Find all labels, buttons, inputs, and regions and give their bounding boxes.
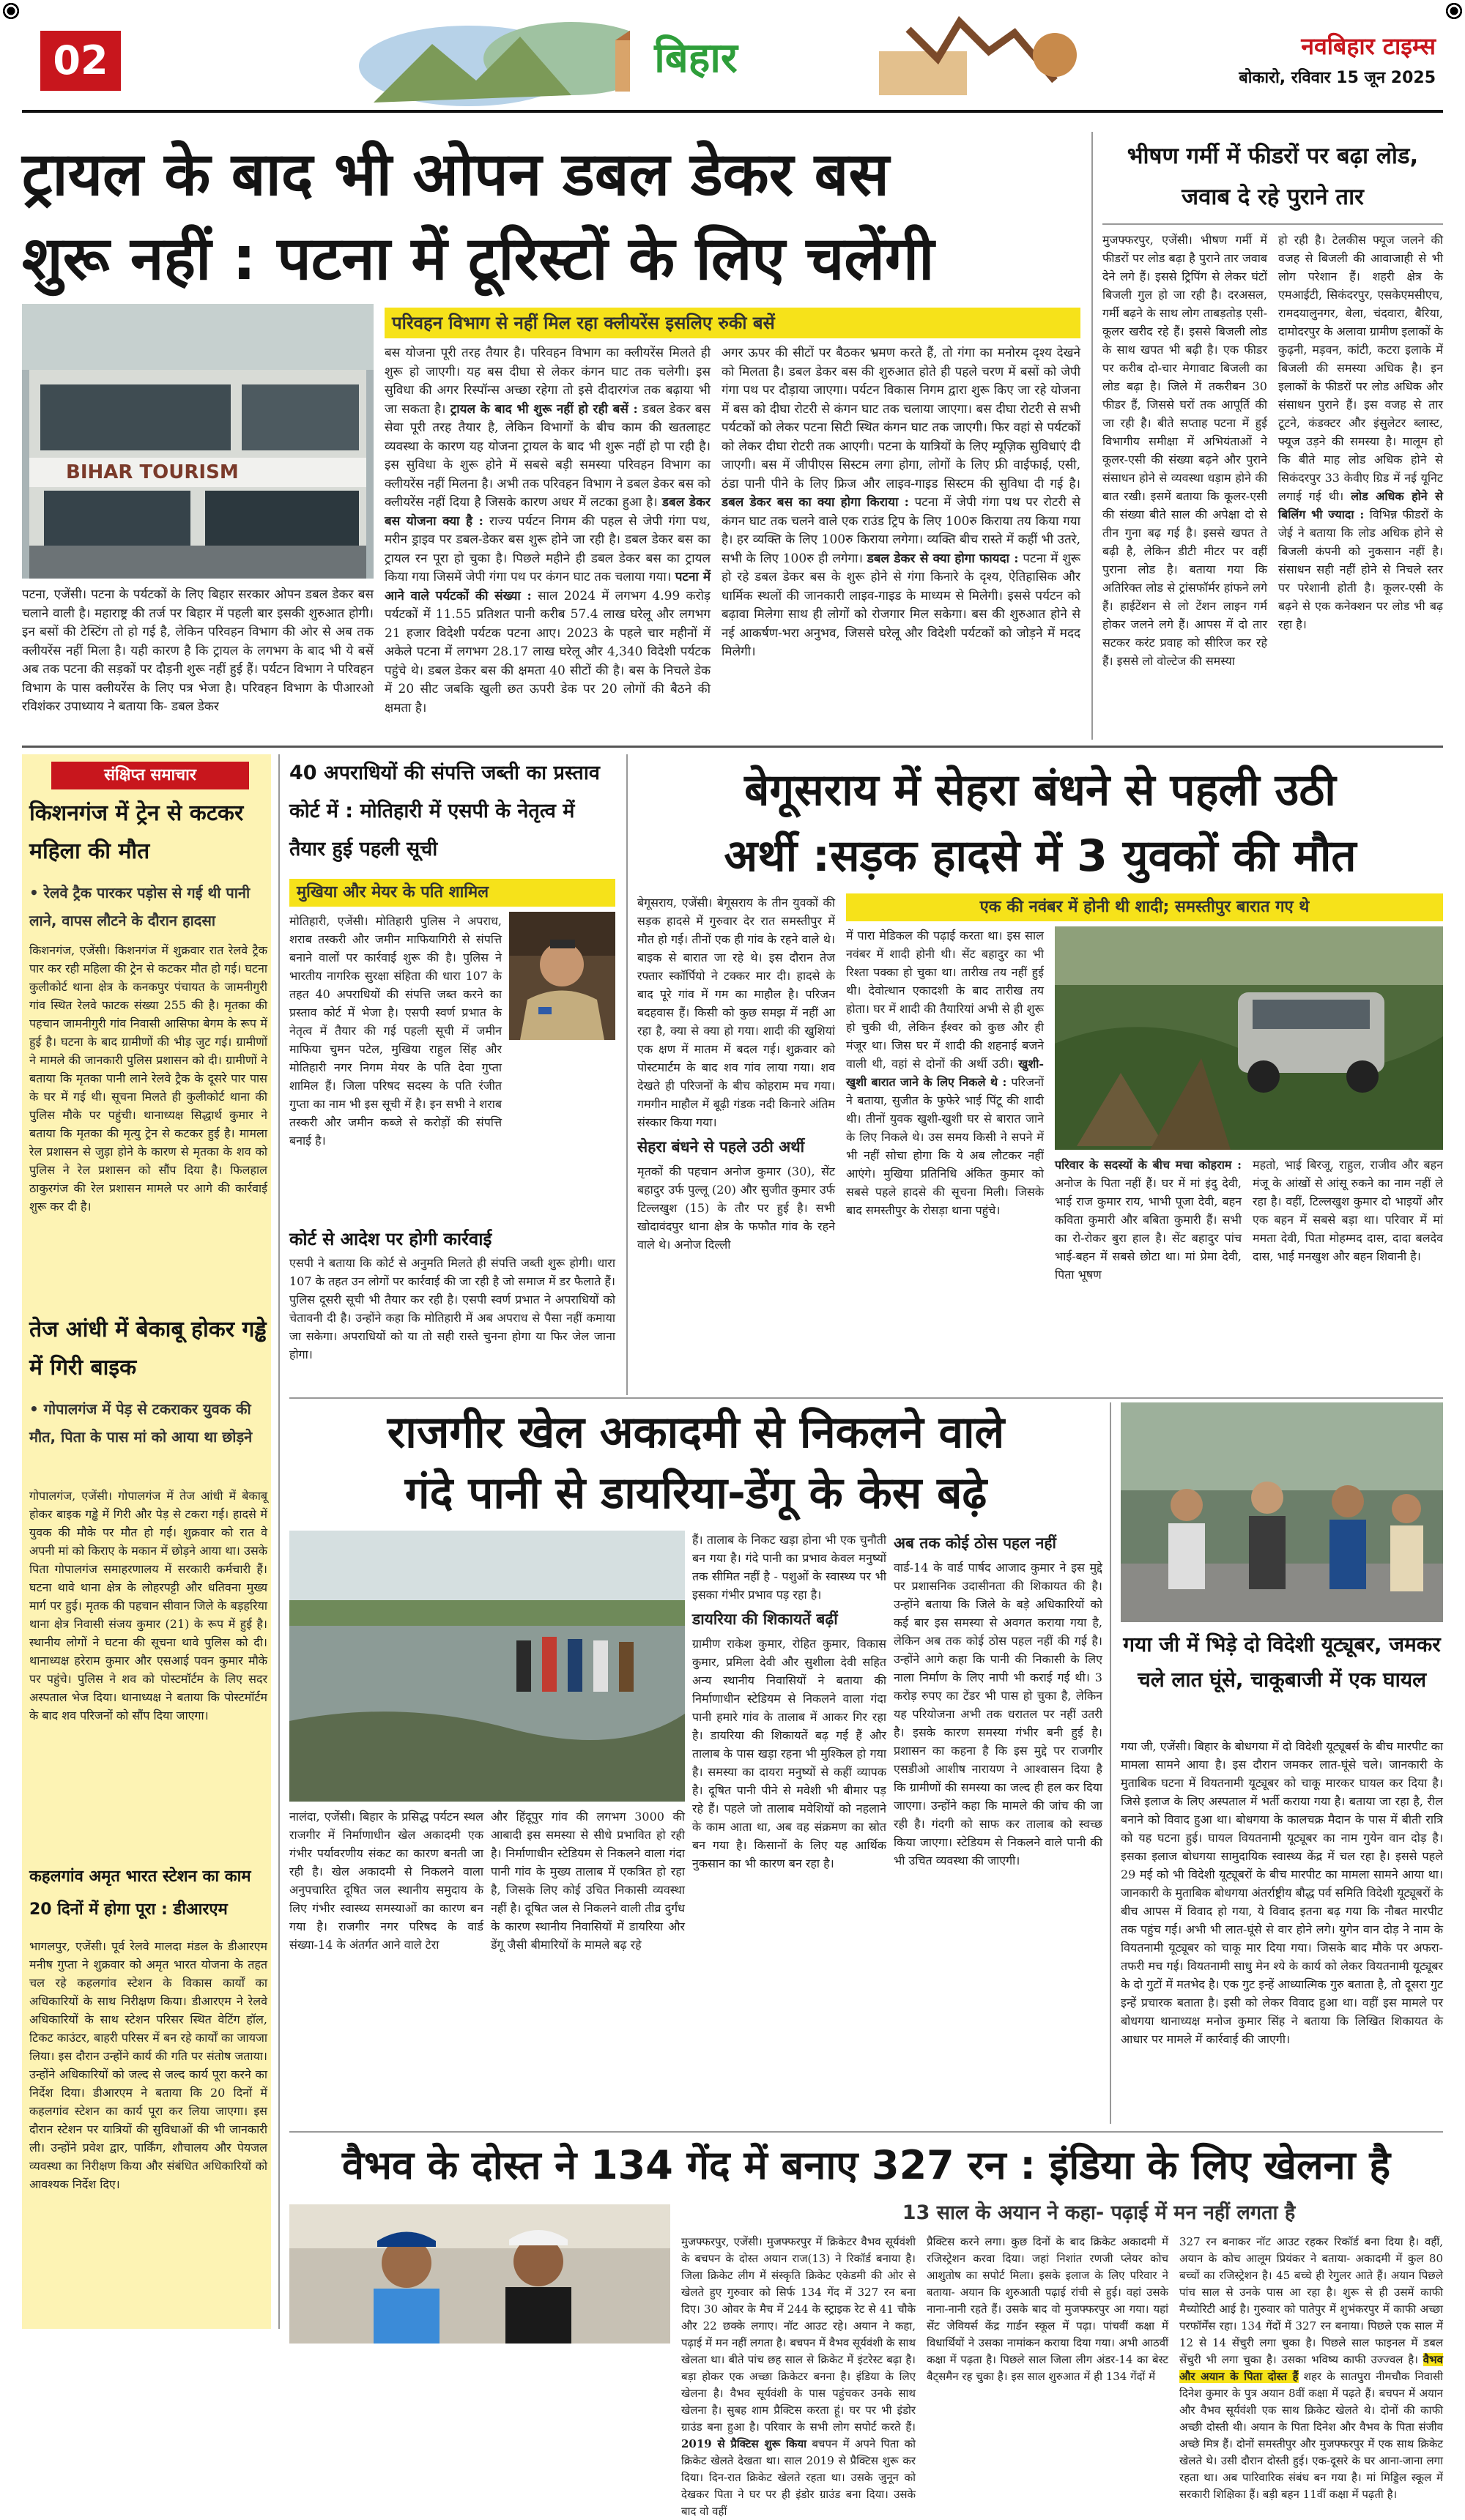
bus-sign-text: BIHAR TOURISM [66,461,239,483]
rajgir-column-4 [894,1531,1102,2122]
feeder-col2-p1: हो रही है। टेलकीस फ्यूज जलने की वजह से बिजली की आवाजाही से भी लोग परेशान हैं। शहरी क्षेत्र के एमआईटी, सिकंदरपुर, एसकेएमसीएच, रामदयालुनगर, बेला, चंदवारा, बैरिया, दामोदरपुर के अलावा ग्रामीण इलाकों के कुढ़नी, मड़वन, कांटी, कटरा इलाके में बिजली की समस्या अधिक है। इन इलाकों के फीडरों पर लोड अधिक और संसाधन पुराने हैं। इस वजह से तार टूटने, कंडक्टर और इंसुलेटर ब्लास्ट, फ्यूज उड़ने की समस्या है। मालूम हो कि बीते माह लोड अधिक होने से सिकंदरपुर 33 केवीए ग्रिड में नई यूनिट लगाई गई थी। [1278,233,1444,503]
bus-illustration [22,304,374,579]
double-decker-bus-photo [22,304,374,579]
registration-mark-top-left [1,1,21,21]
begusarai-col1-p2: मृतकों की पहचान अनोज कुमार (30), सेंट बहादुर उर्फ पुल्लू (20) और सुजीत कुमार उर्फ टिल्लखुश (15) के तौर पर हुई है। सभी खोदावंदपुर थाना क्षेत्र के फफौत गांव के रहने वाले थे। अनोज दिल्ली [637,1164,835,1252]
feeder-column-2 [1278,231,1443,740]
begusarai-kicker: एक की नवंबर में होनी थी शादी; समस्तीपुर बारात गए थे [979,898,1310,916]
lead-headline-line1: ट्रायल के बाद भी ओपन डबल डेकर बस [22,140,889,209]
lead-col2-p1: अगर ऊपर की सीटों पर बैठकर भ्रमण करते हैं, तो गंगा का मनोरम दृश्य देखने को मिलता है। डबल डेकर बस की शुरुआत होते ही पहले चरण में बसों को जेपी गंगा पथ पर दौड़ाया जाएगा। पर्यटन विकास निगम द्वारा शुरू किए जा रहे योजना में बस को दीघा रोटरी से कंगन घाट तक चलाया जाएगा। बस दीघा रोटरी से सभी पर्यटकों को लेकर पटना सिटी स्थित कंगन घाट तक जाएगी। फिर वहां से पर्यटकों को लेकर दीघा रोटरी तक आएगी। पटना के यात्रियों के लिए म्यूज़िक सुविधाएं दी जाएगी। बस में जीपीएस सिस्टम लगा होगा, लोगों के लिए फ्री वाईफाई, एसी, ठंडा पानी पीने के लिए फ्रिज और लाइव-गाइड सिस्टम की सुविधा दी गई है। [722,346,1080,491]
crowd-illustration [1121,1402,1443,1622]
rajgir-col3-sub: डायरिया की शिकायतें बढ़ीं [692,1610,838,1628]
begusarai-photo-caption [1055,1156,1242,1391]
motihari-rule [626,754,628,1395]
begusarai-column-2 [846,926,1044,1391]
lead-column-2 [722,344,1080,740]
section-rule-3 [289,2131,1443,2133]
header-rule [22,110,1443,113]
issue-date: बोकारो, रविवार 15 जून 2025 [1239,69,1436,87]
begusarai-headline-line1: बेगूसराय में सेहरा बंधने से पहली उठी [744,765,1336,816]
crash-illustration [1055,926,1443,1150]
vaibhav-column-3 [1179,2234,1443,2501]
vaibhav-headline: वैभव के दोस्त ने 134 गेंद में बनाए 327 रन : इंडिया के लिए खेलना है [341,2142,1391,2188]
brief-1-subhead: • रेलवे ट्रैक पारकर पड़ोस से गई थी पानी लाने, वापस लौटने के दौरान हादसा [29,884,251,929]
begusarai-col2-p1: में पारा मेडिकल की पढ़ाई करता था। इस साल नवंबर में शादी होनी थी। सेंट बहादुर का भी रिश्ता पक्का हो चुका था। तारीख तय नहीं हुई थी। देवोत्थान एकादशी के बाद तारीख तय होता। घर में शादी की तैयारियां अभी से ही शुरू हो चुकी थी, लेकिन ईश्वर को कुछ और ही मंजूर था। जिस घर में शादी की शहनाई बजने वाली थी, वहां से दोनों की अर्थी उठी। [846,929,1044,1071]
sp-portrait-photo [509,912,615,1040]
begusarai-col2-p2: परिजनों ने बताया, सुजीत के फुफेरे भाई पिंटू की शादी थी। तीनों युवक खुशी-खुशी घर से बारात जाने के लिए निकले थे। उस समय किसी ने सपने में भी नहीं सोचा होगा कि ये अब लौटकर नहीं आएंगे। मुखिया प्रतिनिधि अंकित कुमार को सबसे पहले हादसे की सूचना मिली। जिसके बाद समस्तीपुर के रोसड़ा थाना पहुंचे। [846,1075,1044,1217]
rajgir-col4-p1: वार्ड-14 के वार्ड पार्षद आजाद कुमार ने इस मुद्दे पर प्रशासनिक उदासीनता की शिकायत की है। उन्होंने बताया कि जिले के बड़े अधिकारियों को कई बार इस समस्या से अवगत कराया गया है, लेकिन अब तक कोई ठोस पहल नहीं की गई है। उन्होंने आगे कहा कि पानी की निकासी के लिए नाला निर्माण के लिए नापी भी कराई गई थी। 3 करोड़ रुपए का टेंडर भी पास हो चुका है, लेकिन यह परियोजना अभी तक धरातल पर नहीं उतरी है। इसके कारण समस्या गंभीर बनी हुई है। प्रशासन का कहना है कि इस मुद्दे पर राजगीर एसडीओ आशीष नारायण ने आश्वासन दिया है कि ग्रामीणों की समस्या का जल्द ही हल कर दिया जाएगा। उन्होंने कहा कि मामले की जांच की जा रही है। गंदगी को साफ कर तालाब को स्वच्छ किया जाएगा। स्टेडियम से निकलने वाले पानी की भी उचित व्यवस्था की जाएगी। [894,1561,1102,1867]
vaibhav-subhead: 13 साल के अयान ने कहा- पढ़ाई में मन नहीं लगता है [902,2201,1296,2224]
lead-col1-sub2: डबल डेकर बस योजना क्या है : [385,495,711,529]
motihari-body-1: मोतिहारी, एजेंसी। मोतिहारी पुलिस ने अपराध, शराब तस्करी और जमीन माफियागिरी से संपत्ति बनाने वालों पर कार्रवाई शुरू की है। पुलिस ने भारतीय नागरिक सुरक्षा संहिता की धारा 107 के तहत 40 अपराधियों की संपत्ति जब्त करने का प्रस्ताव कोर्ट में भेजा है। एसपी स्वर्ण प्रभात के नेतृत्व में तैयार की गई पहली सूची में जमीन माफिया चुमन पटेल, मुखिया राहुल सिंह और मोतिहारी नगर निगम मेयर के पति देवा गुप्ता शामिल हैं। जिला परिषद सदस्य के पति रंजीत गुप्ता का नाम भी इस सूची में है। इन सभी ने शराब तस्करी और जमीन कब्जे से करोड़ों की संपत्ति बनाई है। [289,914,502,1148]
lead-col2-sub2: डबल डेकर से क्या होगा फायदा : [867,551,1019,566]
feeder-headline: भीषण गर्मी में फीडरों पर बढ़ा लोड, जवाब दे रहे पुराने तार [1127,143,1419,210]
vaibhav-col1-p2: बचपन में अपने पिता को क्रिकेट खेलते देखता था। साल 2019 से प्रैक्टिस शुरू कर दिया। दिन-रात क्रिकेट खेलते रहता था। उसके जुनून को देखकर पिता ने घर पर ही इंडोर ग्राउंड बना दिया। उसके बाद वो वहीं [681,2437,916,2518]
rajgir-col4-sub: अब तक कोई ठोस पहल नहीं [894,1534,1056,1552]
feeder-column-1: मुजफ्फरपुर, एजेंसी। भीषण गर्मी में फीडरों पर लोड बढ़ा है पुराने तार जवाब देने लगे हैं। इससे ट्रिपिंग से लेकर घंटों बिजली गुल हो जा रही है। दरअसल, गर्मी बढ़ने के साथ लोग ताबड़तोड़ एसी-कूलर खरीद रहे हैं। इससे बिजली लोड के साथ खपत भी बढ़ी है। एक फीडर पर करीब दो-चार मेगावाट बिजली का लोड बढ़ा है। जिले में तकरीबन 30 फीडर हैं, जिससे घरों तक आपूर्ति की जा रही है। बीते सप्ताह पटना में हुई विभागीय समीक्षा में अभियंताओं ने कूलर-एसी की संख्या बढ़ने और पुराने संसाधन होने से व्यवस्था धड़ाम होने की बात रखी। इसमें बताया कि कूलर-एसी की संख्या बीते साल की अपेक्षा दो से तीन गुना बढ़ गई है। इससे खपत ते बढ़ी है, लेकिन डीटी मीटर पर वहीं पुराना लोड है। बताया गया कि अतिरिक्त लोड से ट्रांसफॉर्मर हांफने लगे हैं। हाईटेंशन से लो टेंशन लाइन गर्म होकर जलने लगे हैं। आपस में दो तार सटकर करंट प्रवाह को सीरिज कर रहे हैं। इससे लो वोल्टेज की समस्या [1102,233,1267,668]
registration-mark-top-right [1444,1,1464,21]
lead-col1-p3: राज्य पर्यटन निगम की पहल से जेपी गंगा पथ, मरीन ड्राइव पर डबल-डेकर बस शुरू होने जा रही है। डबल डेकर बस का ट्रायल रन पूरा हो चुका है। पिछले महीने ही डबल डेकर बस का ट्रायल किया गया जिसमें जेपी गंगा पथ पर कंगन घाट तक चलाया गया। [385,513,711,584]
feeder-col2-sub: लोड अधिक होने से बिलिंग भी ज्यादा : [1278,489,1443,521]
lead-col2-p2: पटना में जेपी गंगा पथ पर रोटरी से कंगन घाट तक चलने वाले एक राउंड ट्रिप के लिए 100रु किराया तय किया गया है। हर व्यक्ति के लिए 100रु किराया लगेगा। व्यक्ति बीच रास्ते में कहीं भी उतरे, सभी के लिए 100रु ही लगेगा। [722,495,1080,566]
lead-col1-p4: साल 2024 में लगभग 4.99 करोड़ पर्यटकों में 11.55 प्रतिशत पानी करीब 57.4 लाख घरेलू और लगभग 21 हजार विदेशी पर्यटक पटना आए। 2023 के पहले चार महीनों में अकेले पटना में लगभग 28.17 लाख घरेलू और 4,340 विदेशी पर्यटक पहुंचे थे। डबल डेकर बस की क्षमता 40 सीटों की है। बस के निचले डेक में 20 सीट जबकि खुली छत ऊपरी डेक पर 20 लोगों की बैठने की क्षमता है। [385,588,711,716]
rajgir-column-3 [692,1531,886,2122]
polluted-pond-photo [289,1531,685,1802]
lead-kicker: परिवहन विभाग से नहीं मिल रहा क्लीयरेंस इसलिए रुकी बसें [392,313,775,333]
page-header [0,0,1465,124]
brief-2-subhead: • गोपालगंज में पेड़ से टकराकर युवक की मौत, पिता के पास मां को आया था छोड़ने [29,1400,253,1446]
brief-rule [278,754,280,2329]
cricketers-illustration [289,2204,670,2344]
section-title: बिहार [654,34,738,82]
brief-2-body: गोपालगंज, एजेंसी। गोपालगंज में तेज आंधी में बेकाबू होकर बाइक गड्ढे में गिरी और पेड़ से टकरा गई। हादसे में युवक की मौके पर मौत हो गई। शुक्रवार को रात वे अपनी मां को किराए के मकान में छोड़ने आया था। उसके पिता गोपालगंज समाहरणालय में सरकारी कर्मचारी हैं। घटना थावे थाना क्षेत्र के लोहरपट्टी और धतिवना मुख्य मार्ग पर हुई। मृतक की पहचान सीवान जिले के बड़हरिया थाना क्षेत्र निवासी संजय कुमार (21) के रूप में हुई है। स्थानीय लोगों ने घटना की सूचना थावे पुलिस को दी। थानाध्यक्ष हरेराम कुमार और एसआई पवन कुमार मौके पर पहुंचे। पुलिस ने शव को पोस्टमॉर्टम के लिए सदर अस्पताल भेज दिया। थानाध्यक्ष ने बताया कि पोस्टमॉर्टम के बाद शव परिजनों को सौंप दिया जाएगा। [29,1489,267,1722]
begusarai-col2-sub: खुशी-खुशी बारात जाने के लिए निकले थे : [846,1057,1044,1089]
vaibhav-col1-sub: 2019 से प्रैक्टिस शुरू किया [681,2437,807,2450]
motihari-subhead: कोर्ट से आदेश पर होगी कार्रवाई [289,1229,492,1249]
vaibhav-col1-p1: मुजफ्फरपुर, एजेंसी। मुजफ्फरपुर में क्रिकेटर वैभव सूर्यवंशी के बचपन के दोस्त अयान राज(13) ने रिकॉर्ड बनाया है। जिला क्रिकेट लीग में संस्कृति क्रिकेट एकेडमी की ओर से खेलते हुए गुरुवार को सिर्फ 134 गेंद में 327 रन बना दिए। 30 ओवर के मैच में 244 के स्ट्राइक रेट से 41 चौके और 22 छक्के लगाए। नॉट आउट रहे। अयान ने कहा, पढ़ाई में मन नहीं लगता है। बचपन में वैभव सूर्यवंशी के साथ खेलता था। बीते पांच छह साल से क्रिकेट में इंटरेस्ट बढ़ा है। बड़ा होकर एक अच्छा क्रिकेटर बनना है। इंडिया के लिए खेलना है। वैभव सूर्यवंशी के पास पहुंचकर उनके साथ खेलना है। सुबह शाम प्रैक्टिस करता हूं। घर पर भी इंडोर ग्राउंड बना हुआ है। परिवार के सभी लोग सपोर्ट करते हैं। [681,2235,916,2434]
begusarai-headline-line2: अर्थी :सड़क हादसे में 3 युवकों की मौत [724,830,1357,882]
lead-caption: पटना, एजेंसी। पटना के पर्यटकों के लिए बिहार सरकार ओपन डबल डेकर बस चलाने वाली है। महाराष्ट्र की तर्ज पर बिहार में पहली बार इसकी शुरुआत होगी। इन बसों की टेस्टिंग तो हो गई है, लेकिन परिवहन विभाग की ओर से अब तक क्लीयरेंस नहीं मिला है। यही कारण है कि ट्रायल के लगभग के बाद भी ये बसें अब तक पटना की सड़कों पर दौड़नी शुरू नहीं हुई हैं। पर्यटन विभाग ने परिवहन विभाग के पास क्लीयरेंस के लिए पत्र भेजा है। परिवहन विभाग के पीआरओ रविशंकर उपाध्याय ने बताया कि- डबल डेकर [22,587,374,714]
crashed-scorpio-photo [1055,926,1443,1150]
vaibhav-column-2: प्रैक्टिस करने लगा। कुछ दिनों के बाद क्रिकेट अकादमी में रजिस्ट्रेशन करवा दिया। जहां निशांत रणजी प्लेयर कोच आशुतोष का सपोर्ट मिला। इसके इलाज के लिए परिवार ने बताया- अयान कि शुरुआती पढ़ाई रांची से हुई। वहां उसके नाना-नानी रहते हैं। उसके बाद वो मुजफ्फरपुर आ गया। यहां सेंट जेवियर्स केंद्र गार्डन स्कूल में पढ़ा। पांचवीं कक्षा में विधार्थियों ने उसका नामांकन कराया दिया गया। अभी आठवीं कक्षा में पढ़ता है। पिछले साल जिला लीग अंडर-14 का बेस्ट बैट्समैन रह चुका है। इस साल शुरुआत में ही 134 गेंदों में [927,2235,1168,2383]
rajgir-column-2: और हिंदूपुर गांव की लगभग 3000 की आबादी इस समस्या से सीधे प्रभावित हो रही है। निर्माणाधीन स्टेडियम से निकलने वाला गंदा पानी गांव के मुख्य तालाब में एकत्रित हो रहा है, जिसके लिए कोई उचित निकासी व्यवस्था नहीं है। दूषित जल से निकलने वाली तीव्र दुर्गंध के कारण स्थानीय निवासियों में डायरिया और डेंगू जैसी बीमारियों के मामले बढ़ रहे [491,1810,685,1952]
brief-3-body: भागलपुर, एजेंसी। पूर्व रेलवे मालदा मंडल के डीआरएम मनीष गुप्ता ने शुक्रवार को अमृत भारत योजना के तहत चल रहे कहलगांव स्टेशन के विकास कार्यों का अधिकारियों के साथ निरीक्षण किया। डीआरएम ने रेलवे अधिकारियों के साथ स्टेशन परिसर स्थित वेटिंग हॉल, टिकट काउंटर, बाहरी परिसर में बन रहे कार्यों का जायजा लिया। इस दौरान उन्होंने कार्य की गति पर संतोष जताया। उन्होंने अधिकारियों को जल्द से जल्द कार्य पूरा करने का निर्देश दिया। डीआरएम ने बताया कि 20 दिनों में कहलगांव स्टेशन का कार्य पूरा कर लिया जाएगा। इस दौरान स्टेशन पर यात्रियों की सुविधाओं की भी जानकारी ली। उन्होंने प्रवेश द्वार, पार्किंग, शौचालय और पेयजल व्यवस्था का निरीक्षण किया और संबंधित अधिकारियों को आवश्यक निर्देश दिए। [29,1939,267,2191]
lead-col1-p2: डबल डेकर बस सेवा पूरी तरह तैयार है, लेकिन विभागों के बीच काम की खतलाहट व्यवस्था के कारण यह योजना ट्रायल के बाद भी शुरू नहीं हो पा रही है। इस सुविधा के शुरू होने में सबसे बड़ी समस्या परिवहन विभाग का क्लीयरेंस नहीं मिलना है। अभी तक परिवहन विभाग ने डबल डेकर बस को क्लीयरेंस नहीं दिया है जिसके कारण अधर में लटका हुआ है। [385,401,711,510]
lead-col2-p3: पटना में शुरू हो रहे डबल डेकर बस के शुरू होने से गंगा किनारे के दृश्य, ऐतिहासिक और धार्मिक स्थलों की जानकारी लाइव-गाइड के माध्यम से मिलेगी। इससे पर्यटन को बढ़ावा मिलेगा साथ ही लोगों को रोजगार मिल सकेगा। बस की शुरुआत होने से नई आकर्षण-भरा अनुभव, जिससे घरेलू और विदेशी पर्यटकों को जोड़ने में मदद मिलेगी। [722,551,1081,659]
begusarai-caption-body: अनोज के पिता नहीं हैं। घर में मां इंदु देवी, भाई राज कुमार राय, भाभी पूजा देवी, बहन कविता कुमारी और बबिता कुमारी हैं। सभी का रो-रोकर बुरा हाल है। सेंट बहादुर पांच भाई-बहन में सबसे छोटा था। मां प्रेमा देवी, पिता भूषण [1055,1176,1242,1282]
feeder-col2-p2: विभिन्न फीडरों के जेई ने बताया कि लोड अधिक होने से बिजली कंपनी को नुकसान नहीं है। संसाधन सही नहीं होने से निचले स्तर पर परेशानी होती है। कूलर-एसी के बढ़ने से एक कनेक्शन पर लोड भी बढ़ रहा है। [1278,508,1443,631]
vaibhav-col3-p1: 327 रन बनाकर नॉट आउट रहकर रिकॉर्ड बना दिया है। वहीं, अयान के कोच आलूम प्रियंकर ने बताया- अकादमी में कुल 80 बच्चों का रजिस्ट्रेशन है। 45 बच्चे ही रेगुलर आते हैं। अयान पिछले पांच साल से उनके पास आ रहा है। शुरू से ही उसमें काफी मैच्योरिटी आई है। गुरुवार को पातेपुर में शुभंकरपुर में काफी अच्छा परफॉर्मेंस रहा। 134 गेंदों में 327 रन बनाया। पिछले एक साल में 12 से 14 सेंचुरी लगा चुका है। पिछले साल फाइनल में डबल सेंचुरी भी लगा चुका है। उसका भविष्य काफी उज्ज्वल है। [1179,2235,1443,2366]
gaya-headline: गया जी में भिड़े दो विदेशी यूट्यूबर, जमकर चले लात घूंसे, चाकूबाजी में एक घायल [1123,1632,1441,1692]
brief-1-body: किशनगंज, एजेंसी। किशनगंज में शुक्रवार रात रेलवे ट्रैक पार कर रही महिला की ट्रेन से कटकर मौत हो गई। घटना कुलीकोर्ट थाना क्षेत्र के कनकपुर पंचायत के जामनीगुरी गांव स्थित रेलवे फाटक संख्या 255 की है। मृतका की पहचान जामनीगुरी गांव निवासी आसिफा बेगम के रूप में हुई है। घटना के बाद ग्रामीणों की भीड़ जुट गई। ग्रामीणों ने मामले की जानकारी पुलिस प्रशासन को दी। ग्रामीणों ने बताया कि मृतका पानी लाने रेलवे ट्रैक के दूसरे पार पास के घर में गई थी। सूचना मिलते ही कुलीकोर्ट थाना की पुलिस मौके पर पहुंची। थानाध्यक्ष सिद्धार्थ कुमार ने बताया कि मृतका की मृत्यु ट्रेन से कटकर हुई है। मामला रेल प्रशासन से जुड़ा होने के कारण से मृतका के शव को पुलिस ने रेल प्रशासन को सौंप दिया है। फिलहाल ठाकुरगंज की रेल प्रशासन मामले पर आगे की कार्रवाई शुरू कर दी है। [29,943,267,1213]
begusarai-column-1 [637,893,835,1391]
lead-col1-p1: बस योजना पूरी तरह तैयार है। परिवहन विभाग का क्लीयरेंस मिलते ही शुरू हो जाएगी। यह बस दीघा से लेकर कंगन घाट तक चलेगी। इस सुविधा की अगर रिस्पॉन्स अच्छा रहेगा तो इसे दीदारगंज तक बढ़ाया भी जा सकता है। [385,346,711,417]
rajgir-headline-line1: राजगीर खेल अकादमी से निकलने वाले [387,1407,1005,1458]
youtuber-fight-photo [1121,1402,1443,1622]
vaibhav-col3-p2: शहर के सातपुरा नीमचौक निवासी दिनेश कुमार के पुत्र अयान 8वीं कक्षा में पढ़ते हैं। बचपन में अयान और वैभव सूर्यवंशी एक साथ क्रिकेट खेलते थे। दोनों की काफी अच्छी दोस्ती थी। अयान के पिता दिनेश और वैभव के पिता संजीव अच्छे मित्र हैं। दोनों समस्तीपुर और मुजफ्फरपुर में एक साथ क्रिकेट खेलते थे। उसी दौरान दोस्ती हुई। एक-दूसरे के घर आना-जाना लगा रहता था। अब पारिवारिक संबंध बन गया है। मां मिड्डिल स्कूल में सरकारी शिक्षिका हैं। बड़ी बहन 11वीं कक्षा में पढ़ती है। [1179,2370,1443,2501]
brief-2-headline: तेज आंधी में बेकाबू होकर गड्ढे में गिरी बाइक [29,1317,267,1380]
vaibhav-column-1 [681,2234,916,2518]
brand-name: नवबिहार टाइम्स [1301,32,1436,60]
rajgir-headline-line2: गंदे पानी से डायरिया-डेंगू के केस बढ़े [404,1468,987,1519]
lead-col1-sub3: पटना में आने वाले पर्यटकों की संख्या : [385,570,711,603]
motihari-kicker: मुखिया और मेयर के पति शामिल [297,883,489,902]
rajgir-col3-p1: हैं। तालाब के निकट खड़ा होना भी एक चुनौती बन गया है। गंदे पानी का प्रभाव केवल मनुष्यों तक सीमित नहीं है - पशुओं के स्वास्थ्य पर भी इसका गंभीर प्रभाव पड़ रहा है। [692,1533,886,1602]
rajgir-col3-p2: ग्रामीण राकेश कुमार, रोहित कुमार, विकास कुमार, प्रमिला देवी और सुशीला देवी सहित अन्य स्थानीय निवासियों ने बताया की निर्माणाधीन स्टेडियम से निकलने वाला गंदा पानी हमारे गांव के तालाब में आकर गिर रहा है। डायरिया की शिकायतें बढ़ गई हैं और तालाब के पास खड़ा रहना भी मुश्किल हो गया है। समस्या का दायरा मनुष्यों से कहीं व्यापक है। दूषित पानी पीने से मवेशी भी बीमार पड़ रहे हैं। पहले जो तालाब मवेशियों को नहलाने के काम आता था, अब वह संक्रमण का स्रोत बन गया है। किसानों के लिए यह आर्थिक नुकसान का भी कारण बन रहा है। [692,1637,886,1870]
brief-1-headline: किशनगंज में ट्रेन से कटकर महिला की मौत [29,800,244,864]
lead-headline-line2: शुरू नहीं : पटना में टूरिस्टों के लिए चलेंगी [22,224,935,294]
officer-illustration [509,912,615,1040]
section-rule-1 [22,746,1443,748]
section-rule-2 [289,1397,1443,1399]
lead-col1-sub1: ट्रायल के बाद भी शुरू नहीं हो रही बसें : [450,401,638,417]
brief-3-headline: कहलगांव अमृत भारत स्टेशन का काम 20 दिनों में होगा पूरा : डीआरएम [29,1867,251,1919]
pond-illustration [289,1531,685,1802]
begusarai-column-3: महतो, भाई बिरजू, राहुल, राजीव और बहन मंजू के आंखों से आंसू रुकने का नाम नहीं ले रहा है। वहीं, टिल्लखुश कुमार दो भाइयों और एक बहन में सबसे बड़ा था। परिवार में मां ममता देवी, पिता मोहम्मद दास, दादा बलदेव दास, भाई मनखुश और बहन शिवानी है। [1253,1158,1443,1263]
lead-col2-sub1: डबल डेकर बस का क्या होगा किराया : [722,495,909,510]
vaibhav-col3-sub: वैभव और अयान के पिता दोस्त हैं [1179,2353,1443,2383]
begusarai-caption-head: परिवार के सदस्यों के बीच मचा कोहराम : [1055,1158,1242,1172]
motihari-headline: 40 अपराधियों की संपत्ति जब्ती का प्रस्ताव कोर्ट में : मोतिहारी में एसपी के नेतृत्व में तैयार हुई पहली सूची [289,762,600,861]
feeder-rule [1102,223,1443,225]
page-number: 02 [53,37,108,83]
begusarai-col1-sub: सेहरा बंधने से पहले उठी अर्थी [637,1138,805,1156]
column-rule [1091,132,1093,740]
rajgir-rule [1110,1402,1111,2124]
rajgir-column-1: नालंदा, एजेंसी। बिहार के प्रसिद्ध पर्यटन स्थल राजगीर में निर्माणाधीन खेल अकादमी एक गंभीर पर्यावरणीय संकट का कारण बनती जा रही है। खेल अकादमी से निकलने वाला अनुपचारित दूषित जल स्थानीय समुदाय के लिए गंभीर स्वास्थ्य समस्याओं का कारण बन गया है। राजगीर नगर परिषद के वार्ड संख्या-14 के अंतर्गत आने वाले टेरा [289,1810,483,1952]
gaya-body: गया जी, एजेंसी। बिहार के बोधगया में दो विदेशी यूट्यूबर्स के बीच मारपीट का मामला सामने आया है। इस दौरान जमकर लात-घूंसे चले। जानकारी के मुताबिक घटना में वियतनामी यूट्यूबर को चाकू मारकर घायल कर दिया है। जिसे इलाज के लिए अस्पताल में भर्ती कराया गया है। बताया जा रहा है, रील बनाने को विवाद हुआ था। बोधगया के कालचक्र मैदान के पास में बीती रात्रि को यह घटना हुई। घायल वियतनामी यूट्यूबर का नाम गुयेन वान दोड़ है। इसका इलाज बोधगया सामुदायिक स्वास्थ्य केंद्र में चल रहा है। इससे पहले 29 मई को भी विदेशी यूट्यूबरों के बीच मारपीट का मामला सामने आया था। जानकारी के मुताबिक बोधगया अंतर्राष्ट्रीय बौद्ध पर्व समिति विदेशी यूट्यूबरों के बीच आपस में विवाद हो गया, ये विवाद इतना बढ़ गया कि नौबत मारपीट तक पहुंच गई। अभी भी लात-घूंसे से वार होने लगे। युगेन वान दोड़ ने नाम के वियतनामी यूट्यूबर को चाकू मार दिया गया। जिसके बाद मौके पर अफरा-तफरी मच गई। वियतनामी साधु मेन श्ये के कार्य को लेकर वियतनामी यूट्यूबर के दो गुटों में मतभेद है। एक गुट इन्हें आध्यात्मिक गुरु बताता है, तो दूसरा गुट इन्हें प्रचारक बताता है। इसी को लेकर विवाद हुआ था। वहीं इस मामले पर बोधगया थानाध्यक्ष मनोज कुमार सिंह ने बताया कि लिखित शिकायत के आधार पर मामले में कार्रवाई की जाएगी। [1121,1739,1443,2046]
begusarai-col1-p1: बेगूसराय, एजेंसी। बेगूसराय के तीन युवकों की सड़क हादसे में गुरुवार देर रात समस्तीपुर में मौत हो गई। तीनों एक ही गांव के रहने वाले थे। बाइक से बारात जा रहे थे। इस दौरान तेज रफ्तार स्कॉर्पियो ने टक्कर मार दी। हादसे के बाद पूरे गांव में गम का माहौल है। परिजन बदहवास हैं। किसी को कुछ समझ में नहीं आ रहा है, क्या से क्या हो गया। शादी की खुशियां एक क्षण में मातम में बदल गई। शुक्रवार को पोस्टमार्टम के बाद शव गांव लाया गया। शव देखते ही परिजनों के बीच कोहराम मच गया। गमगीन माहौल में बूढ़ी गंडक नदी किनारे अंतिम संस्कार किया गया। [637,896,835,1129]
lead-column-1 [385,344,711,740]
motihari-body-2: एसपी ने बताया कि कोर्ट से अनुमति मिलते ही संपत्ति जब्ती शुरू होगी। धारा 107 के तहत उन लोगों पर कार्रवाई की जा रही है जो समाज में डर फैलाते हैं। पुलिस दूसरी सूची भी तैयार कर रही है। एसपी स्वर्ण प्रभात ने अपराधियों को चेतावनी दी है। उन्होंने कहा कि मोतिहारी में अब अपराध से पैसा नहीं कमाया जा सकेगा। अपराधियों को या तो सही रास्ते चुनना होगा या फिर जेल जाना होगा। [289,1256,615,1361]
brief-label: संक्षिप्त समाचार [104,766,196,784]
young-cricketers-photo [289,2204,670,2344]
